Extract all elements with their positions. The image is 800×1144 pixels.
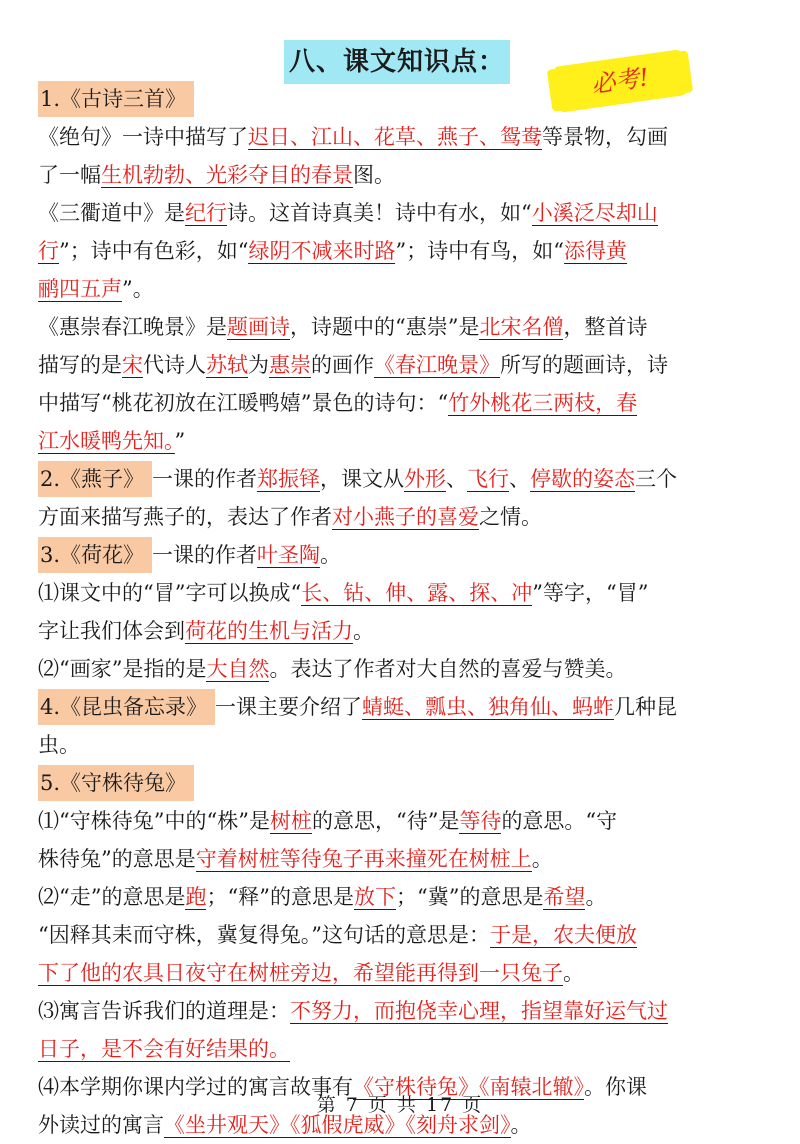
answer-text: 大自然: [206, 657, 270, 681]
section-heading: 3.《荷花》: [38, 537, 152, 573]
answer-text: 竹外桃花三两枝，春: [448, 391, 638, 415]
text-line: [38, 194, 764, 232]
body-text: 三个: [635, 467, 678, 491]
body-text: ”；诗中有鸟，如“: [395, 239, 564, 263]
answer-text: 停歇的姿态: [530, 467, 636, 491]
text-line: [38, 878, 764, 916]
body-text: ⑴“守株待兔”中的“株”是: [38, 809, 270, 833]
body-text: ⑵“走”的意思是: [38, 885, 186, 909]
answer-text: 放下: [353, 885, 396, 909]
answer-text: 郑振铎: [257, 467, 321, 491]
body-text: 。: [585, 885, 607, 909]
section-heading: 4.《昆虫备忘录》: [38, 689, 215, 725]
body-text: ⑷本学期你课内学过的寓言故事有: [38, 1075, 353, 1099]
text-line: [38, 232, 764, 270]
answer-text: 下了他的农具日夜守在树桩旁边，希望能再得到一只兔子: [38, 961, 563, 985]
answer-text: 行: [38, 239, 59, 263]
answer-text: 北宋名僧: [479, 315, 564, 339]
answer-text: 叶圣陶: [257, 543, 321, 567]
body-text: 几种昆: [614, 695, 678, 719]
answer-text: 蜻蜓、瓢虫、独角仙、蚂蚱: [362, 695, 615, 719]
must-test-badge: 必考!: [552, 49, 687, 113]
answer-text: 《坐井观天》《狐假虎威》《刻舟求剑》: [164, 1113, 511, 1137]
body-text: 。: [353, 619, 374, 643]
answer-text: 于是，农夫便放: [489, 923, 637, 947]
body-text: 一课的作者: [152, 467, 258, 491]
text-line: [38, 80, 764, 118]
body-text: 为: [248, 353, 269, 377]
text-line: [38, 346, 764, 384]
body-text: ”。: [122, 277, 154, 301]
body-text: 外读过的寓言: [38, 1113, 164, 1137]
text-line: [38, 1030, 764, 1068]
body-text: 的意思。“守: [501, 809, 618, 833]
body-text: ；“冀”的意思是: [395, 885, 544, 909]
body-text: ⑴课文中的“冒”字可以换成“: [38, 581, 302, 605]
text-line: [38, 840, 764, 878]
text-line: [38, 764, 764, 802]
body-text: 的画作: [311, 353, 374, 377]
body-text: 描写的是: [38, 353, 122, 377]
page-title: 八、课文知识点：: [284, 40, 510, 84]
text-line: [38, 422, 764, 460]
answer-text: 迟日、江山、花草、燕子、鸳鸯: [248, 125, 542, 149]
answer-text: 不努力，而抱侥幸心理，指望靠好运气过: [290, 999, 668, 1023]
answer-text: 外形: [404, 467, 447, 491]
text-line: [38, 916, 764, 954]
page-footer: 第 7 页 共 17 页: [316, 1094, 484, 1116]
text-line: [38, 612, 764, 650]
answer-text: 鹂四五声: [38, 277, 122, 301]
body-text: 一课的作者: [152, 543, 258, 567]
answer-text: 苏轼: [206, 353, 248, 377]
text-line: [38, 384, 764, 422]
answer-text: 宋: [122, 353, 143, 377]
knowledge-points-content: [38, 80, 764, 1144]
body-text: ”等字，“冒”: [532, 581, 649, 605]
text-line: [38, 574, 764, 612]
answer-text: 树桩: [269, 809, 312, 833]
body-text: 图。: [353, 163, 395, 187]
answer-text: 小溪泛尽却山: [531, 201, 658, 225]
section-heading: 5.《守株待兔》: [38, 765, 194, 801]
text-line: [38, 498, 764, 536]
body-text: 《惠崇春江晚景》是: [38, 315, 227, 339]
body-text: 、: [509, 467, 531, 491]
answer-text: 对小燕子的喜爱: [332, 505, 479, 529]
answer-text: 长、钻、伸、露、探、冲: [301, 581, 533, 605]
text-line: [38, 802, 764, 840]
body-text: ⑵“画家”是指的是: [38, 657, 207, 681]
body-text: 、: [446, 467, 468, 491]
answer-text: 《守株待兔》《南辕北辙》: [353, 1075, 584, 1099]
body-text: 。: [320, 543, 342, 567]
body-text: 代诗人: [143, 353, 206, 377]
body-text: 等景物，勾画: [542, 125, 668, 149]
body-text: 。: [531, 847, 553, 871]
body-text: 中描写“桃花初放在江暖鸭嬉”景色的诗句：“: [38, 391, 449, 415]
answer-text: 跑: [185, 885, 207, 909]
body-text: ，整首诗: [563, 315, 648, 339]
answer-text: 题画诗: [227, 315, 290, 339]
body-text: 所写的题画诗，诗: [500, 353, 668, 377]
body-text: 。你课: [584, 1075, 647, 1099]
answer-text: 生机勃勃、光彩夺目的春景: [101, 163, 353, 187]
body-text: 的意思，“待”是: [311, 809, 460, 833]
body-text: 《绝句》一诗中描写了: [38, 125, 248, 149]
body-text: ，诗题中的“惠崇”是: [290, 315, 480, 339]
body-text: 虫。: [38, 733, 80, 757]
text-line: [38, 726, 764, 764]
body-text: “因释其耒而守株，冀复得兔。”这句话的意思是：: [38, 923, 490, 947]
text-line: [38, 536, 764, 574]
text-line: [38, 688, 764, 726]
text-line: [38, 156, 764, 194]
body-text: 方面来描写燕子的，表达了作者: [38, 505, 332, 529]
answer-text: 希望: [543, 885, 586, 909]
text-line: [38, 650, 764, 688]
body-text: ⑶寓言告诉我们的道理是：: [38, 999, 290, 1023]
answer-text: 添得黄: [563, 239, 627, 263]
answer-text: 等待: [459, 809, 502, 833]
body-text: 。: [563, 961, 584, 985]
body-text: 。: [510, 1113, 532, 1137]
body-text: 一课主要介绍了: [215, 695, 363, 719]
body-text: 了一幅: [38, 163, 101, 187]
body-text: 《三衢道中》是: [38, 201, 185, 225]
answer-text: 飞行: [467, 467, 510, 491]
body-text: 之情。: [479, 505, 542, 529]
answer-text: 江水暖鸭先知。: [38, 429, 175, 453]
body-text: ”: [174, 429, 186, 453]
answer-text: 绿阴不减来时路: [248, 239, 396, 263]
text-line: [38, 118, 764, 156]
text-line: [38, 308, 764, 346]
answer-text: 守着树桩等待兔子再来撞死在树桩上: [195, 847, 532, 871]
answer-text: 《春江晚景》: [374, 353, 500, 377]
body-text: 字让我们体会到: [38, 619, 185, 643]
text-line: [38, 270, 764, 308]
section-heading: 2.《燕子》: [38, 461, 152, 497]
body-text: 诗。这首诗真美！诗中有水，如“: [227, 201, 532, 225]
text-line: [38, 992, 764, 1030]
body-text: 。表达了作者对大自然的喜爱与赞美。: [269, 657, 627, 681]
body-text: 株待兔”的意思是: [38, 847, 196, 871]
answer-text: 惠崇: [269, 353, 311, 377]
text-line: [38, 460, 764, 498]
section-heading: 1.《古诗三首》: [38, 81, 194, 117]
body-text: ；“释”的意思是: [206, 885, 354, 909]
answer-text: 纪行: [185, 201, 227, 225]
text-line: [38, 954, 764, 992]
answer-text: 日子，是不会有好结果的。: [38, 1037, 290, 1061]
body-text: ”；诗中有色彩，如“: [59, 239, 249, 263]
answer-text: 荷花的生机与活力: [185, 619, 353, 643]
body-text: ，课文从: [320, 467, 405, 491]
